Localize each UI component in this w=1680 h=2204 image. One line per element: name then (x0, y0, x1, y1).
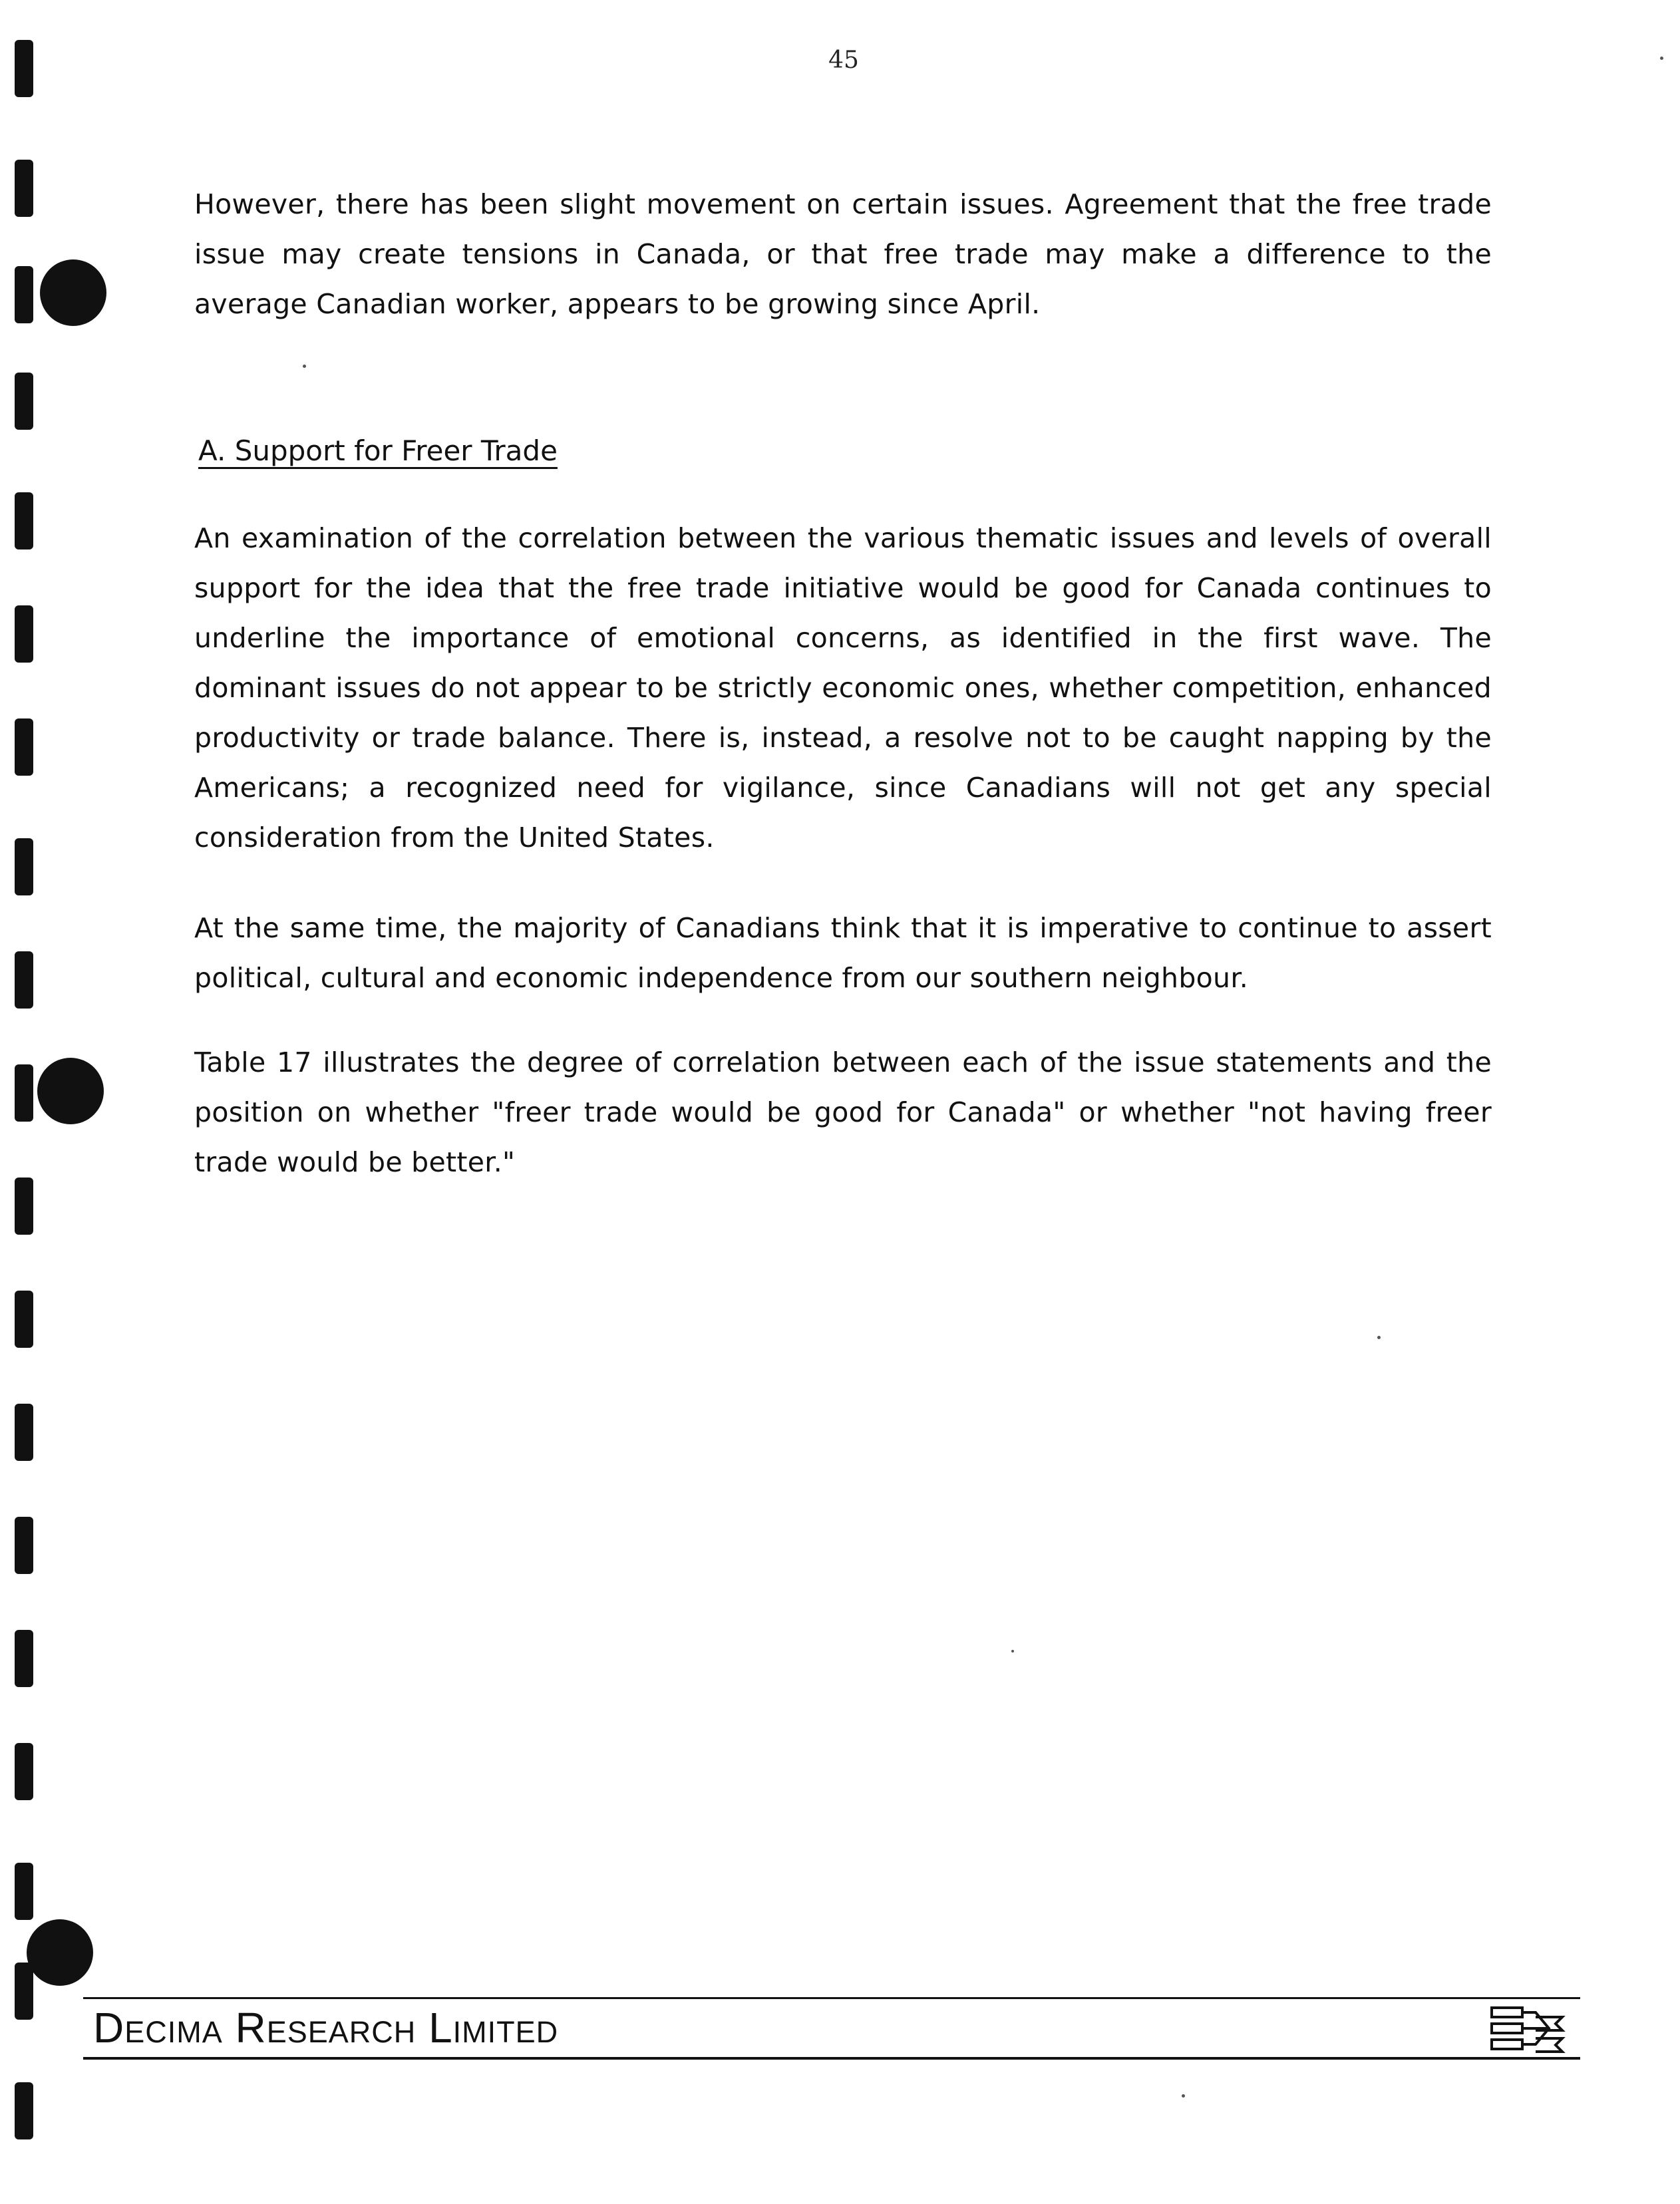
binder-bar (15, 492, 33, 550)
scan-speck (303, 365, 306, 368)
binder-hole (37, 1058, 104, 1124)
scan-speck (1182, 2094, 1185, 2098)
binder-bar (15, 1517, 33, 1574)
binder-bar (15, 1630, 33, 1687)
binder-bar (15, 605, 33, 663)
binder-bar (15, 951, 33, 1009)
binder-bar (15, 2082, 33, 2139)
binder-bar (15, 1743, 33, 1800)
paragraph-same-time: At the same time, the majority of Canadians think that it is imperative to continue to assert political, cultural and economic independence from our southern neighbour. (194, 912, 1492, 994)
binder-bar (15, 1291, 33, 1348)
intro-paragraph: However, there has been slight movement on certain issues. Agreement that the free trade issue may create tensions in Canada, or that free trade may make a difference to the average Canadian worker, appears to be growing since April. (194, 188, 1492, 320)
binder-bar (15, 1963, 33, 2020)
paragraph-examination: An examination of the correlation between the various thematic issues and levels of overall support for the idea that the free trade initiative would be good for Canada continues to underline the importance of emotional concerns, as identified in the first wave. The dominant issues do not appear to be strictly economic ones, whether competition, enhanced productivity or trade balance. There is, instead, a resolve not to be caught napping by the Americans; a recognized need for vigilance, since Canadians will not get any special consideration from the United States. (194, 522, 1492, 854)
binder-bar (15, 1178, 33, 1235)
page-number: 45 (828, 47, 859, 74)
binder-bar (15, 1064, 33, 1122)
binder-bar (15, 718, 33, 776)
binder-hole (40, 259, 106, 326)
footer-rule-top (83, 1997, 1580, 1999)
binder-bar (15, 160, 33, 217)
binder-bar (15, 266, 33, 323)
binder-bar (15, 1404, 33, 1461)
section-heading: A. Support for Freer Trade (198, 434, 558, 467)
binder-hole (27, 1919, 93, 1986)
brand-name: Decima Research Limited (93, 2004, 559, 2052)
decima-logo-icon (1489, 2004, 1569, 2054)
binder-bar (15, 838, 33, 895)
scan-speck (1377, 1336, 1381, 1339)
binder-bar (15, 373, 33, 430)
footer-rule-bottom (83, 2057, 1580, 2060)
binder-bar (15, 1863, 33, 1920)
binder-bar (15, 40, 33, 97)
paragraph-table-17: Table 17 illustrates the degree of correlation between each of the issue statements and the position on whether "freer trade would be good for Canada" or whether "not having freer trade would be better." (194, 1046, 1492, 1178)
scan-speck (1660, 57, 1663, 60)
scan-speck (1011, 1650, 1014, 1653)
